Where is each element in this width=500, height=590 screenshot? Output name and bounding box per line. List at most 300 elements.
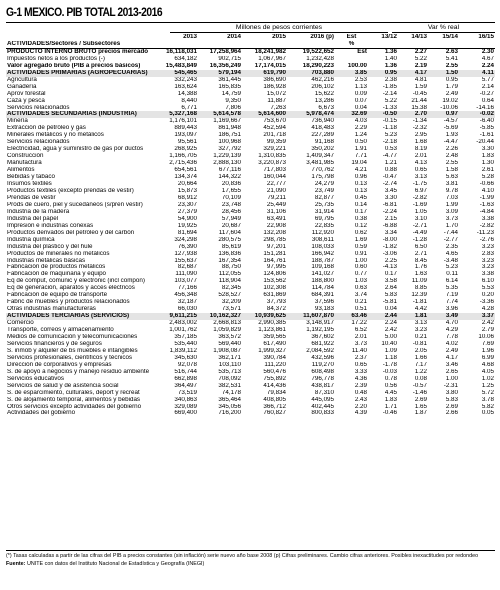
table-cell: 0.53 [384,146,397,153]
table-cell: 4.03 [354,118,367,125]
table-cell: 134,374 [174,174,197,181]
table-cell: 1,059,829 [213,327,241,334]
table-cell: -2.24 [382,208,397,215]
table-cell: 3.73 [354,340,367,347]
table-cell: 3.33 [354,368,367,375]
table-cell: 0.17 [354,208,367,215]
table-cell: -2.18 [382,139,397,146]
table-cell: 21,090 [266,187,286,194]
table-cell: 677,116 [218,167,241,174]
table-cell: 2.48 [445,153,458,160]
table-row [6,369,495,376]
table-cell: 3.37 [459,313,495,320]
table-cell: 2.71 [414,250,427,257]
table-cell: 5.83 [384,292,397,299]
column-header [459,41,495,48]
row-label: ACTIVIDADES PRIMARIAS (AGROPECUARIAS) [6,70,154,77]
table-cell: 1.87 [414,410,427,417]
table-cell: 84,372 [266,306,286,313]
table-cell: 2,668,813 [213,320,241,327]
table-cell: 186,751 [218,132,241,139]
table-cell: -1.69 [412,201,427,208]
table-cell: 2.55 [445,160,458,167]
table-cell: 4.68 [481,361,494,368]
table-cell: 717,803 [263,167,286,174]
table-cell: 22,777 [266,181,286,188]
table-cell: 6,771 [181,104,197,111]
table-cell: 2,990,385 [258,320,286,327]
table-cell: 1.79 [445,83,458,90]
table-cell: 1.59 [414,83,427,90]
column-header: 2015 [272,34,286,40]
row-label: Ganadería [7,83,37,90]
table-cell: 4.39 [354,410,367,417]
table-cell: 736,940 [311,118,334,125]
table-cell: 340,863 [174,396,197,403]
table-cell: -0.50 [368,111,398,118]
table-row [6,258,495,265]
table-cell: 20,664 [177,181,197,188]
table-cell: 7.69 [481,340,494,347]
table-cell: 109,168 [311,264,334,271]
table-row [6,383,495,390]
table-row [6,327,495,334]
table-cell: -1.85 [382,83,397,90]
table-cell: 2.95 [414,132,427,139]
table-row [6,146,495,153]
table-cell: 136,836 [218,250,241,257]
table-cell: 8,440 [181,97,197,104]
table-cell: 3.38 [481,215,494,222]
table-cell: 1.21 [384,160,397,167]
table-row [6,237,495,244]
table-cell: 1,001,762 [169,327,197,334]
column-header: 13/12 [381,34,397,40]
table-cell: 2.69 [445,403,458,410]
table-cell: 3.38 [481,271,494,278]
table-cell: 23,749 [314,187,334,194]
table-cell: 4.70 [445,320,458,327]
table-cell: 3,481,985 [306,160,334,167]
table-cell: -1.33 [382,104,397,111]
table-cell: 5,614,600 [242,111,287,118]
table-cell: 1,229,139 [213,153,241,160]
table-cell: 15.38 [411,104,427,111]
table-cell: 2,715,436 [169,160,197,167]
row-label: Servicios relacionados [7,139,70,146]
table-cell: 1.71 [384,403,397,410]
table-cell: 15,072 [266,90,286,97]
table-cell: 0.13 [354,181,367,188]
table-cell: 4.42 [414,306,427,313]
table-cell: 25,449 [266,201,286,208]
table-cell: 119,270 [311,361,334,368]
millions-group-header: Millones de pesos corrientes [235,24,323,31]
table-cell: 167,354 [218,257,241,264]
table-cell: 2.69 [414,396,427,403]
table-cell: 1.58 [445,167,458,174]
table-cell: 32.69 [335,111,368,118]
table-cell: 8.45 [414,257,427,264]
table-cell: -0.81 [412,340,427,347]
table-cell: 188,800 [311,278,334,285]
table-cell: 298,785 [263,236,286,243]
table-row [6,195,495,202]
table-cell: 5.53 [481,285,494,292]
column-header: 2013 [183,34,197,40]
table-cell: 20,836 [221,181,241,188]
table-cell: 5.41 [445,55,458,62]
row-label: Minerales metálicos y no metálicos [7,132,104,139]
table-cell: -2.31 [443,382,458,389]
table-cell: 5.23 [384,132,397,139]
table-cell: 800,833 [311,410,334,417]
row-label: Industria del papel [7,215,59,222]
table-row [6,125,495,132]
table-cell: 23,748 [221,201,241,208]
table-cell: 2.63 [428,48,459,55]
table-cell: 19,925 [177,222,197,229]
table-cell: 3.23 [481,243,494,250]
table-cell: 7.17 [414,361,427,368]
table-cell: 560,476 [263,368,286,375]
table-row [6,404,495,411]
table-cell: 0.78 [384,375,397,382]
column-header: 15/14 [442,34,458,40]
table-cell: 3.23 [414,327,427,334]
table-cell: 363,572 [218,333,241,340]
table-cell: 2.66 [445,410,458,417]
table-cell: -2.82 [412,194,427,201]
table-cell: 18,290,223 [302,62,334,69]
table-row [6,251,495,258]
table-cell: 528,527 [218,292,241,299]
table-cell: 5.22 [384,97,397,104]
table-cell: 4.05 [481,368,494,375]
table-cell: -3.36 [479,299,494,306]
table-row [6,334,495,341]
table-row [6,77,495,84]
table-cell: -1.46 [412,389,427,396]
table-cell: 11,607,870 [287,313,335,320]
table-cell: 662,898 [174,375,197,382]
table-cell: -4.77 [382,153,397,160]
column-header [154,41,198,48]
table-cell: 9,350 [225,97,241,104]
table-cell: 3.23 [481,264,494,271]
table-cell: 703,880 [287,70,335,77]
table-cell: 3.74 [354,292,367,299]
table-cell: 4.67 [481,55,494,62]
table-cell: 1.36 [384,62,397,69]
row-label: PRODUCTO INTERNO BRUTO precios mercado [6,48,154,55]
column-header [242,41,287,48]
table-cell: 17.22 [351,320,367,327]
table-cell: 1.63 [414,271,427,278]
column-header: 2016 (p) [310,34,334,40]
table-cell: 579,194 [198,70,242,77]
table-cell: 634,182 [174,55,197,62]
table-row [6,111,495,118]
table-cell: 1.40 [384,55,397,62]
table-cell: 99,359 [266,139,286,146]
table-cell: 2.27 [398,48,428,55]
table-cell: 4.17 [445,354,458,361]
table-cell: 456,348 [174,292,197,299]
row-label: S. de apoyo a negocios y manejo residuo ambiente [7,368,150,375]
table-cell: -1.81 [412,299,427,306]
table-row [6,202,495,209]
table-cell: 753,670 [263,118,286,125]
table-cell: 2.39 [354,382,367,389]
table-cell: -0.15 [382,118,397,125]
table-cell: 11.40 [351,347,367,354]
table-cell: 386,690 [263,76,286,83]
row-label: Dirección de corporativos y empresas [7,361,112,368]
table-cell: Est [335,48,368,55]
table-cell: 5,327,168 [154,111,198,118]
table-cell: 63,491 [266,215,286,222]
table-cell: 63.46 [335,313,368,320]
table-row [6,271,495,278]
table-cell: 1,232,428 [306,55,334,62]
table-cell: 432,596 [311,354,334,361]
table-cell: 103,110 [218,361,241,368]
table-cell: 1.09 [384,347,397,354]
table-cell: 92,078 [177,361,197,368]
table-cell: 91,168 [314,139,334,146]
table-cell: 2.53 [354,76,367,83]
table-cell: 66,030 [177,306,197,313]
table-cell: 367,602 [311,333,334,340]
table-cell: 166,942 [311,250,334,257]
table-cell: 95,561 [177,139,197,146]
table-cell: 2.14 [481,83,494,90]
table-cell: 0.59 [354,243,367,250]
table-row [6,209,495,216]
table-row [6,230,495,237]
table-cell: 0.08 [414,375,427,382]
table-cell: 7.78 [445,333,458,340]
table-cell: -0.66 [479,181,494,188]
table-cell: 69,795 [314,215,334,222]
table-cell: 755,892 [263,375,286,382]
table-cell: 100.00 [347,62,367,69]
table-row [6,91,495,98]
table-cell: 308,611 [311,236,334,243]
table-cell: -2.71 [412,222,427,229]
table-cell: 2.55 [445,62,458,69]
table-cell: -1.99 [479,194,494,201]
table-cell: 1.66 [414,354,427,361]
table-cell: 684,391 [311,292,334,299]
table-cell: 1.68 [414,139,427,146]
table-cell: 175,798 [311,174,334,181]
table-cell: 1.91 [354,146,367,153]
row-label: Industria de la madera [7,208,70,215]
table-cell: 4.29 [445,327,458,334]
table-cell: 0.05 [481,410,494,417]
table-cell: 155,637 [174,257,197,264]
table-row [6,299,495,306]
table-cell: 0.13 [354,187,367,194]
table-cell: -4.49 [412,229,427,236]
table-cell: 87,310 [314,389,334,396]
table-cell: 73,519 [177,389,197,396]
row-label: Aprov forestal [7,90,46,97]
table-cell: 1,409,347 [306,153,334,160]
table-cell: 0.21 [414,333,427,340]
table-cell: -0.45 [412,90,427,97]
table-cell: 10.40 [381,340,397,347]
table-cell: 5.35 [445,285,458,292]
table-cell: 28,456 [221,208,241,215]
table-cell: 4.65 [445,250,458,257]
table-cell: 345,630 [174,354,197,361]
table-cell: 11.09 [411,278,427,285]
table-cell: 16,118,031 [154,48,198,55]
table-cell: 708,092 [218,375,241,382]
table-cell: 7.03 [445,194,458,201]
table-cell: 3.46 [445,361,458,368]
table-cell: 1.24 [354,132,367,139]
table-cell: 18,241,982 [242,48,287,55]
table-cell: 7.71 [354,153,367,160]
table-row [6,63,495,70]
row-label: Caza y pesca [7,97,45,104]
table-cell: -2.14 [382,90,397,97]
table-cell: 111,090 [175,271,197,278]
table-cell: 359,565 [263,333,286,340]
variation-group-rule [392,32,495,33]
table-row [6,376,495,383]
table-cell: 4.10 [481,187,494,194]
table-cell: 6.14 [445,278,458,285]
table-row [6,153,495,160]
table-cell: -10.06 [440,104,458,111]
table-cell: -0.03 [382,368,397,375]
table-cell: 1,067,967 [258,55,286,62]
table-row [6,160,495,167]
table-cell: 654,561 [174,167,197,174]
table-cell: 2.29 [354,125,367,132]
table-cell: 81,694 [177,229,197,236]
table-cell: -0.47 [382,174,397,181]
table-cell: 0.04 [354,104,367,111]
row-label: Extracción de petróleo y gas [7,125,86,132]
table-cell: 2.30 [459,48,495,55]
table-cell: 0.21 [354,299,367,306]
table-cell: 902,715 [218,55,241,62]
table-cell: 1,908,087 [213,347,241,354]
table-cell: -1.18 [382,125,397,132]
row-label: S. inmob y alquiler de bs muebles e intangibles [7,347,138,354]
table-cell: 144,322 [218,174,241,181]
table-cell: 6.97 [414,187,427,194]
table-cell: 74,178 [221,389,241,396]
table-cell: 10.06 [478,333,494,340]
row-label: S. de alojamiento temporal, alimentos y bebidas [7,396,141,403]
footnote-source-text: UNITE con datos del Instituto Nacional de Estadística y Geografía (INEGI) [26,561,205,567]
table-row [6,390,495,397]
table-cell: 112,055 [218,271,241,278]
table-cell: 5.00 [384,333,397,340]
table-cell: 108,033 [311,243,334,250]
table-cell: 1,169,667 [213,118,241,125]
table-cell: 2.42 [481,320,494,327]
table-cell: 4.81 [414,76,427,83]
table-cell: 5.72 [481,389,494,396]
table-cell: 6.52 [354,327,367,334]
row-label: Otras industrias manufactureras [7,306,96,313]
table-cell: 117,604 [218,229,241,236]
table-cell: 165,835 [218,83,241,90]
table-cell: 20,687 [221,222,241,229]
table-cell: 362,171 [218,354,241,361]
table-cell: 5.82 [481,403,494,410]
table-cell: 188,787 [311,257,334,264]
row-label: Prods de cuero, piel y sucedáneos (s/pren vestir) [7,201,143,208]
table-row [6,105,495,112]
table-cell: 516,744 [174,368,197,375]
table-cell: 206,102 [311,83,334,90]
table-cell: 1,123,861 [258,327,286,334]
table-cell: 0.64 [481,97,494,104]
page-title: G-1 MEXICO. PIB TOTAL 2013-2016 [6,5,163,19]
table-cell: 1,999,327 [258,347,286,354]
row-label: Transporte, correos y almacenamiento [7,327,114,334]
column-header: 2014 [227,34,241,40]
column-header [287,41,335,48]
table-cell: 0.65 [414,167,427,174]
table-cell: 6.99 [481,354,494,361]
table-cell: 1.22 [414,368,427,375]
table-cell: 1.13 [354,83,367,90]
row-label: Impuestos netos a los productos (-) [7,55,105,62]
table-cell: 3.30 [384,194,397,201]
table-row [6,188,495,195]
table-row [6,181,495,188]
table-row [6,362,495,369]
table-cell: 6,673 [318,104,334,111]
row-label: Servicios relacionados [7,104,70,111]
row-label: Medios de comunicación y telecomunicaciones [7,333,138,340]
table-cell: -1.82 [382,243,397,250]
table-cell: 681,922 [311,340,334,347]
table-cell: 608,498 [311,368,334,375]
table-cell: 6.10 [481,278,494,285]
table-cell: 3.73 [445,215,458,222]
table-cell: 186,928 [263,83,286,90]
table-cell: 1,176,101 [169,118,197,125]
table-cell: -1.78 [382,361,397,368]
row-label: Servicios de salud y de asistencia social [7,382,119,389]
table-cell: -5.85 [479,125,494,132]
table-cell: 1.36 [368,48,398,55]
table-cell: 2.44 [368,313,398,320]
table-cell: 160,044 [263,174,286,181]
table-cell: 3.10 [414,215,427,222]
table-cell: 82,345 [221,285,241,292]
table-cell: 569,440 [218,340,241,347]
table-cell: 3.23 [481,257,494,264]
table-cell: 0.62 [354,229,367,236]
table-cell: 5.22 [414,55,427,62]
row-label: Productos textiles (excepto prendas de vestir) [7,187,134,194]
table-cell: 54,900 [177,215,197,222]
row-label: Prendas de vestir [7,194,56,201]
table-cell: 332,243 [174,76,197,83]
